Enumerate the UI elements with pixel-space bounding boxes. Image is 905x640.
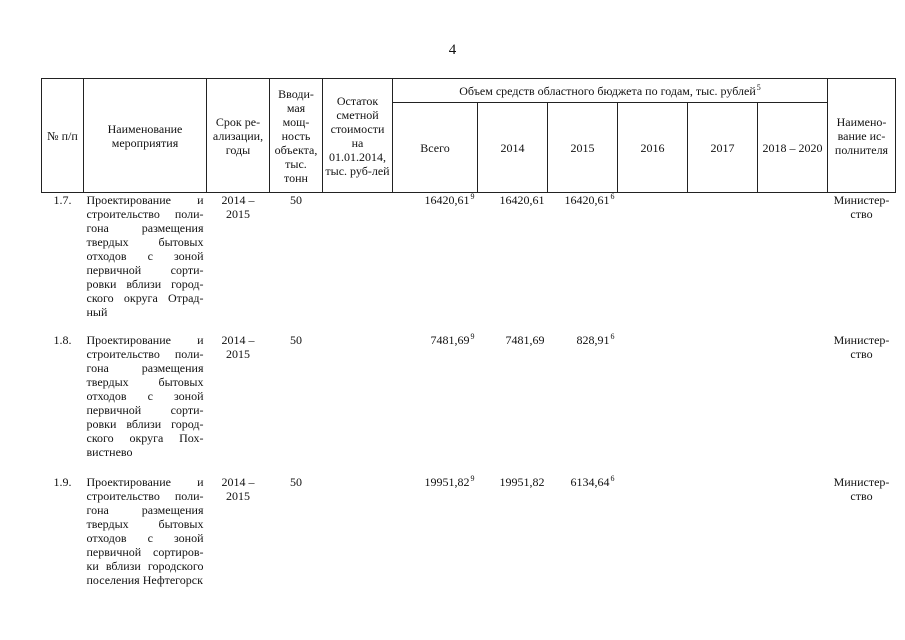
row-term: 2014 – 2015 <box>221 193 255 221</box>
header-2018-2020: 2018 – 2020 <box>758 103 828 193</box>
row-name: Проектирование и строительство поли-гона размещения твердых бытовых отходов с зоной первичной сорти-ровки вблизи город-ского округа Пох-вистнево <box>86 333 204 459</box>
row-2016 <box>618 193 688 334</box>
row-2015: 16420,61$^6$ <box>564 192 615 207</box>
header-2015: 2015 <box>548 103 618 193</box>
row-2014: 16420,61 <box>499 193 545 207</box>
row-2017 <box>688 475 758 605</box>
header-budget-group: Объем средств областного бюджета по годам, тыс. рублей$^5$ <box>393 79 828 103</box>
row-2016 <box>618 333 688 475</box>
header-capacity: Вводи-мая мощ-ность объекта, тыс. тонн <box>270 79 323 193</box>
row-num: 1.7. <box>53 193 72 207</box>
row-executor: Министер-ство <box>833 475 890 503</box>
row-capacity: 50 <box>290 475 302 489</box>
row-remaining <box>323 475 393 605</box>
row-total: 16420,61$^9$ <box>424 192 475 207</box>
row-2014: 19951,82 <box>499 475 545 489</box>
header-2014: 2014 <box>478 103 548 193</box>
row-2015: 828,91$^6$ <box>576 332 615 347</box>
row-2018-2020 <box>758 193 828 334</box>
row-2017 <box>688 193 758 334</box>
row-2018-2020 <box>758 475 828 605</box>
table-row <box>42 333 896 475</box>
row-name: Проектирование и строительство поли-гона размещения твердых бытовых отходов с зоной первичной сорти-ровки вблизи город-ского округа Отрад-ный <box>86 193 204 319</box>
row-executor: Министер-ство <box>833 193 890 221</box>
row-remaining <box>323 193 393 334</box>
row-capacity: 50 <box>290 193 302 207</box>
budget-table <box>41 78 896 605</box>
header-2017: 2017 <box>688 103 758 193</box>
row-num: 1.8. <box>53 333 72 347</box>
row-2015: 6134,64$^6$ <box>570 474 615 489</box>
row-2018-2020 <box>758 333 828 475</box>
row-term: 2014 – 2015 <box>221 333 255 361</box>
row-2014: 7481,69 <box>505 333 545 347</box>
header-name: Наименование мероприятия <box>84 79 207 193</box>
row-term: 2014 – 2015 <box>221 475 255 503</box>
header-remaining: Остаток сметной стоимости на 01.01.2014, тыс. руб-лей <box>323 79 393 193</box>
row-total: 19951,82$^9$ <box>424 474 475 489</box>
header-num: № п/п <box>42 79 84 193</box>
row-2017 <box>688 333 758 475</box>
header-total: Всего <box>393 103 478 193</box>
footnote-5: 5 <box>756 82 761 92</box>
row-name: Проектирование и строительство поли-гона размещения твердых бытовых отходов с зоной первичной сортиров-ки вблизи городского поселения Нефтегорск <box>86 475 204 587</box>
row-num: 1.9. <box>53 475 72 489</box>
header-2016: 2016 <box>618 103 688 193</box>
header-executor: Наимено-вание ис-полнителя <box>828 79 896 193</box>
row-total: 7481,69$^9$ <box>430 332 475 347</box>
row-executor: Министер-ство <box>833 333 890 361</box>
row-remaining <box>323 333 393 475</box>
header-term: Срок ре-ализации, годы <box>207 79 270 193</box>
table-row <box>42 475 896 605</box>
row-capacity: 50 <box>290 333 302 347</box>
table-row <box>42 193 896 334</box>
page-number: 4 <box>448 42 457 58</box>
row-2016 <box>618 475 688 605</box>
